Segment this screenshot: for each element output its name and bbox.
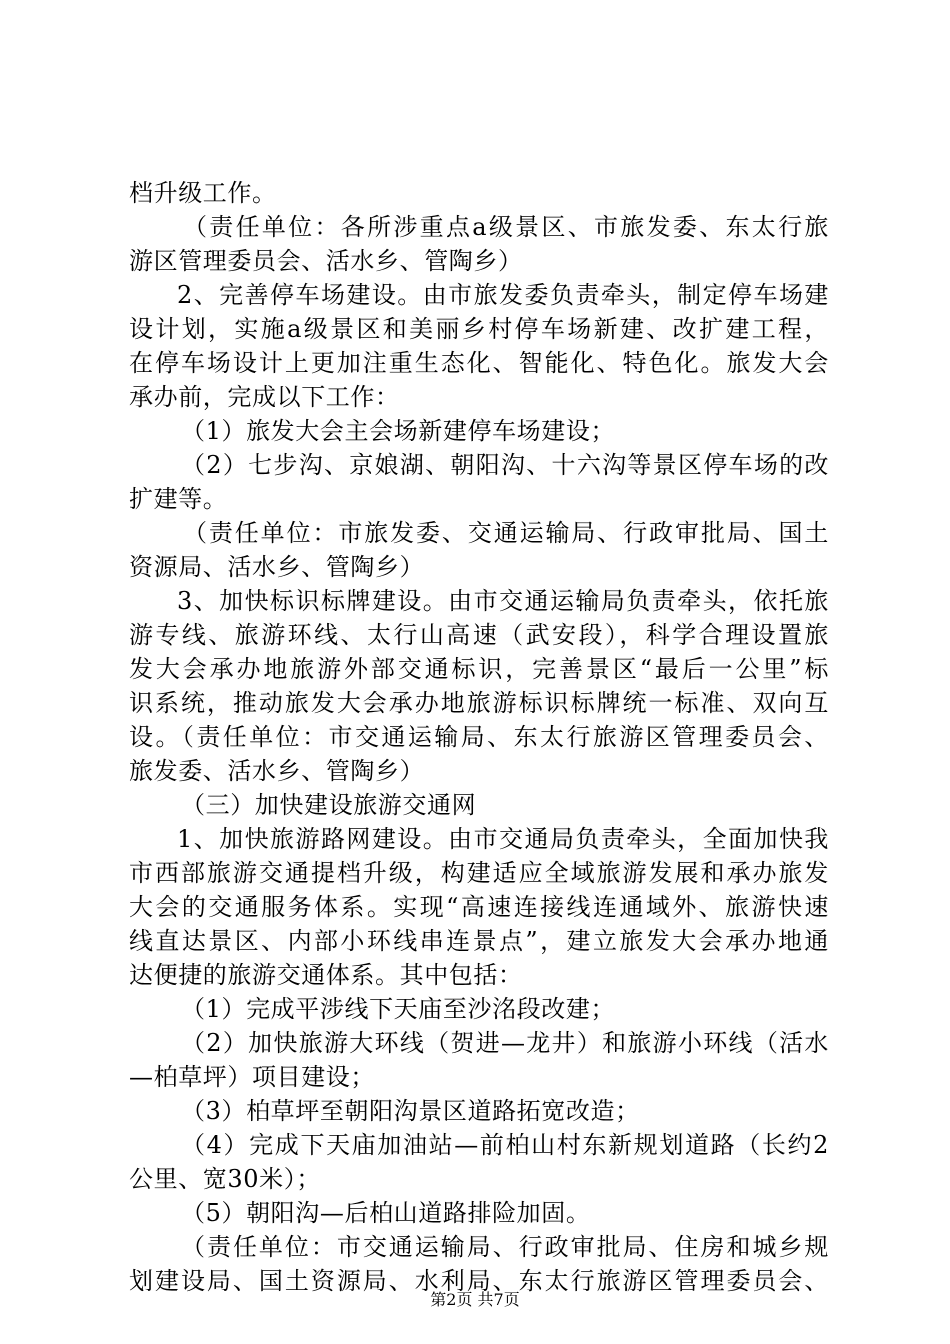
text-line: 承办前，完成以下工作： [129,383,400,411]
text-line: —柏草坪）项目建设； [129,1063,375,1091]
text-line: 3、加快标识标牌建设。由市交通运输局负责牵头，依托旅 [177,587,829,615]
text-line: （5）朝阳沟—后柏山道路排险加固。 [181,1199,591,1227]
text-line: 达便捷的旅游交通体系。其中包括： [129,961,523,989]
text-line: 设计划，实施a级景区和美丽乡村停车场新建、改扩建工程， [129,315,829,343]
text-line: 扩建等。 [129,485,228,513]
text-line: 在停车场设计上更加注重生态化、智能化、特色化。旅发大会 [129,349,829,377]
text-line: （2）加快旅游大环线（贺进—龙井）和旅游小环线（活水 [181,1029,829,1057]
text-line: 大会的交通服务体系。实现“高速连接线连通域外、旅游快速 [129,893,829,921]
text-line: 公里、宽30米）； [129,1165,321,1193]
text-line: 1、加快旅游路网建设。由市交通局负责牵头，全面加快我 [177,825,829,853]
text-line: 游专线、旅游环线、太行山高速（武安段），科学合理设置旅 [129,621,829,649]
section-heading: （三）加快建设旅游交通网 [181,791,477,819]
text-line: 设。（责任单位：市交通运输局、东太行旅游区管理委员会、 [129,723,829,751]
text-line: （责任单位：市交通运输局、行政审批局、住房和城乡规 [181,1233,829,1261]
text-line: 游区管理委员会、活水乡、管陶乡） [129,247,523,275]
text-line: 旅发委、活水乡、管陶乡） [129,757,425,785]
text-line: （责任单位：市旅发委、交通运输局、行政审批局、国土 [183,519,829,547]
text-line: 资源局、活水乡、管陶乡） [129,553,425,581]
text-line: （3）柏草坪至朝阳沟景区道路拓宽改造； [181,1097,640,1125]
text-line: （2）七步沟、京娘湖、朝阳沟、十六沟等景区停车场的改 [181,451,829,479]
text-line: 档升级工作。 [129,179,277,207]
text-line: 市西部旅游交通提档升级，构建适应全域旅游发展和承办旅发 [129,859,829,887]
text-line: 发大会承办地旅游外部交通标识，完善景区“最后一公里”标 [129,655,829,683]
page-number-footer: 第2页 共7页 [430,1290,520,1309]
text-line: （责任单位：各所涉重点a级景区、市旅发委、东太行旅 [183,213,829,241]
text-line: 线直达景区、内部小环线串连景点”，建立旅发大会承办地通 [129,927,829,955]
text-line: 划建设局、国土资源局、水利局、东太行旅游区管理委员会、 [129,1267,829,1295]
text-line: （4）完成下天庙加油站—前柏山村东新规划道路（长约2 [181,1131,829,1159]
text-line: （1）完成平涉线下天庙至沙洺段改建； [181,995,616,1023]
text-line: 识系统，推动旅发大会承办地旅游标识标牌统一标准、双向互 [129,689,829,717]
text-line: （1）旅发大会主会场新建停车场建设； [181,417,616,445]
text-line: 2、完善停车场建设。由市旅发委负责牵头，制定停车场建 [177,281,829,309]
